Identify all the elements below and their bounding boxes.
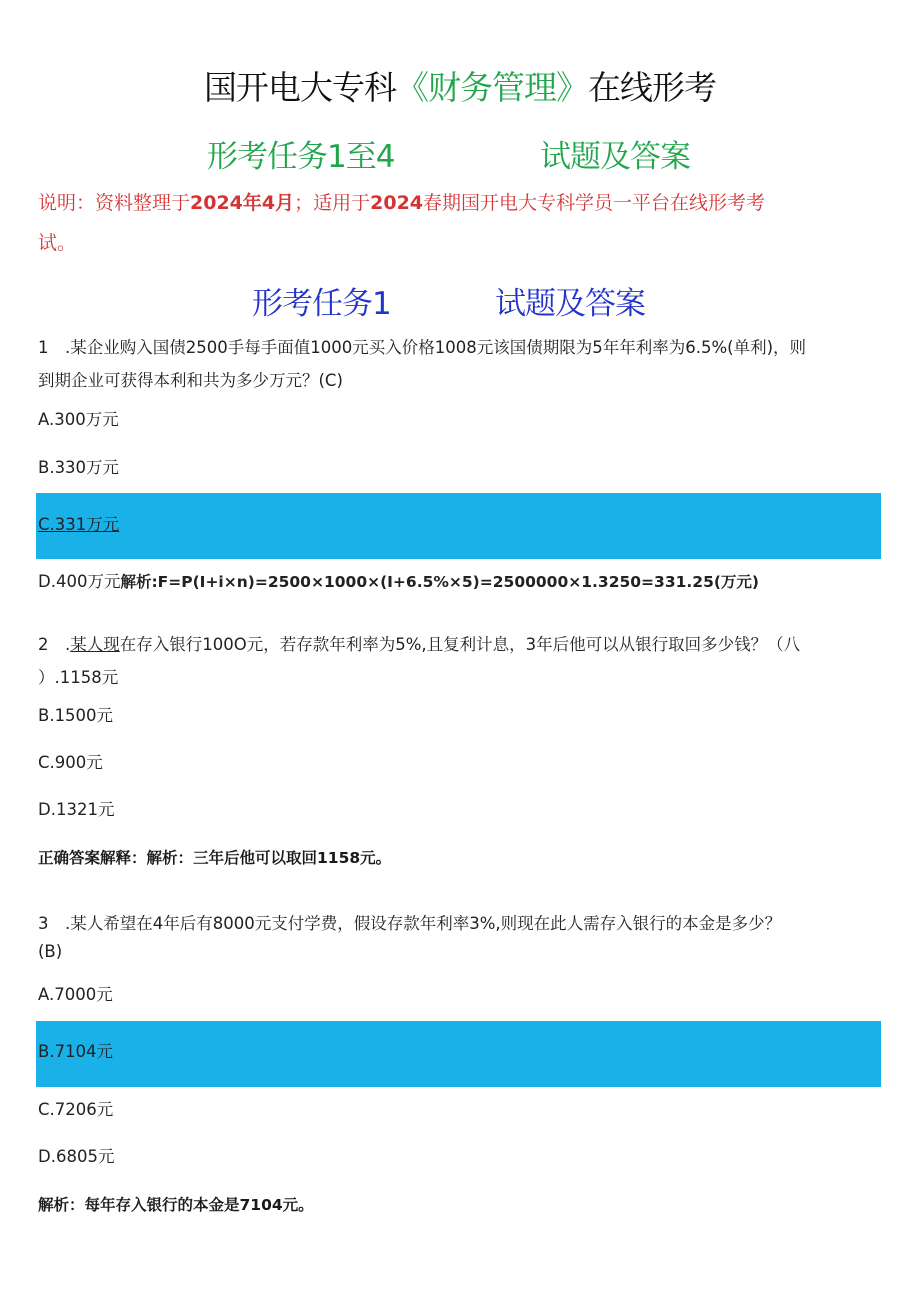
note-date: 2024年4月: [190, 192, 295, 214]
q3-text-line2: (B): [38, 942, 63, 961]
q1-option-b: B.330万元: [38, 458, 120, 477]
q1-text-line1: 1 .某企业购入国债2500手每手面值1000元买入价格1008元该国债期限为5年年利率为6.5%(单利)，则: [38, 338, 807, 357]
subtitle-left: 形考任务1至4: [207, 139, 395, 175]
q3-text-line1: 3 .某人希望在4年后有8000元支付学费，假设存款年利率3%,则现在此人需存入银行的本金是多少？: [38, 914, 782, 933]
section-title-right: 试题及答案: [495, 286, 645, 322]
title-part1: 国开电大专科: [204, 68, 396, 107]
title-part2: 在线形考: [588, 68, 716, 107]
q1-option-d-row: [38, 568, 759, 592]
q2-text-line1: [38, 631, 800, 655]
note-text-c: ；适用于: [294, 192, 371, 214]
q3-option-c: C.7206元: [38, 1100, 114, 1119]
q1-answer-highlight: [36, 493, 881, 559]
q1-analysis: 解析:F=P(I+i×n)=2500×1000×(I+6.5%×5)=2500000×1.3250=331.25(万元): [120, 573, 760, 591]
q1-option-d: D.400万元: [38, 572, 121, 591]
q2-option-b: B.1500元: [38, 706, 114, 725]
note-text-e: 春期国开电大专科学员一平台在线形考考: [423, 192, 766, 214]
q2-number: 2 .: [38, 635, 71, 654]
q2-text-rest: 在存入银行100O元，若存款年利率为5%,且复利计息，3年后他可以从银行取回多少钱？（八: [119, 635, 801, 654]
q3-option-d: D.6805元: [38, 1147, 115, 1166]
q2-option-d: D.1321元: [38, 800, 115, 819]
title-course: 《财务管理》: [396, 68, 588, 107]
note-line1: [38, 188, 765, 215]
document-title: [0, 62, 920, 109]
q1-option-c: C.331万元: [38, 515, 120, 534]
q2-analysis: 正确答案解释：解析：三年后他可以取回1158元。: [38, 849, 392, 867]
q1-text-line2: 到期企业可获得本利和共为多少万元？(C): [38, 371, 343, 390]
note-text-a: 说明：资料整理于: [38, 192, 191, 214]
q2-option-c: C.900元: [38, 753, 103, 772]
q1-option-a: A.300万元: [38, 410, 119, 429]
q3-analysis: 解析：每年存入银行的本金是7104元。: [38, 1196, 314, 1214]
note-line2: 试。: [38, 232, 77, 254]
q2-text-line2: ）.1158元: [38, 668, 119, 687]
q3-answer-highlight: [36, 1021, 881, 1087]
q3-option-b: B.7104元: [38, 1042, 114, 1061]
subtitle-right: 试题及答案: [540, 139, 690, 175]
section-title-left: 形考任务1: [252, 286, 391, 322]
q2-underlined-text: 某人现: [70, 635, 120, 654]
q3-option-a: A.7000元: [38, 985, 113, 1004]
note-year: 2024: [370, 192, 424, 214]
